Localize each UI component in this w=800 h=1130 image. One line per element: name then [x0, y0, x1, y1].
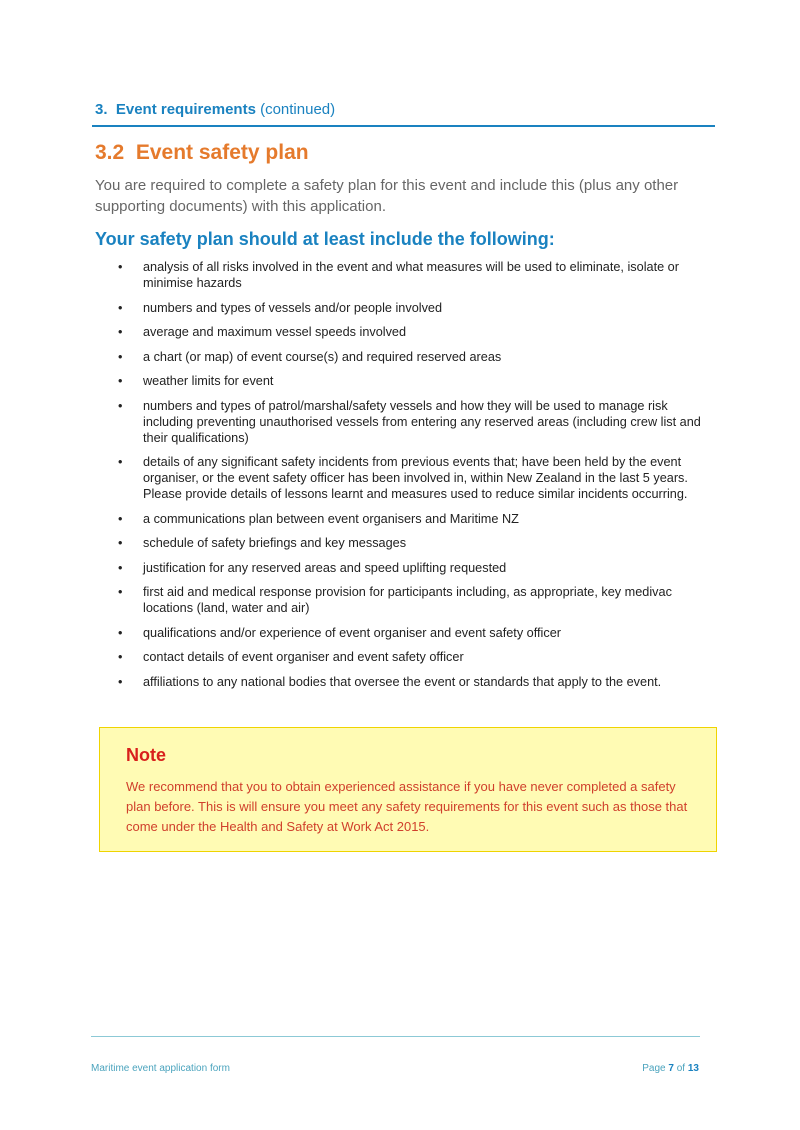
bullet-icon: •	[118, 349, 123, 364]
bullet-icon: •	[118, 625, 123, 640]
list-item	[118, 259, 718, 291]
bullet-icon: •	[118, 536, 123, 550]
bullet-icon: •	[118, 398, 123, 413]
list-item	[118, 535, 718, 551]
note-title: Note	[126, 745, 166, 765]
total-pages: 13	[687, 1063, 699, 1074]
section-number: 3.	[95, 101, 108, 118]
page-label: Page	[642, 1063, 666, 1074]
requirements-list	[118, 259, 718, 698]
list-item-text: first aid and medical response provision for participants including, as appropriate, key medivac locations (land, water and air)	[143, 585, 672, 615]
list-item-text: analysis of all risks involved in the event and what measures will be used to eliminate, isolate or minimise hazards	[143, 260, 679, 290]
list-item-text: justification for any reserved areas and speed uplifting requested	[143, 560, 507, 575]
subheading: Your safety plan should at least include the following:	[95, 229, 555, 249]
bullet-icon: •	[118, 374, 123, 388]
list-item-text: affiliations to any national bodies that oversee the event or standards that apply to the event.	[143, 674, 662, 689]
list-item-text: a communications plan between event organisers and Maritime NZ	[143, 511, 519, 526]
list-item	[118, 373, 718, 389]
section-title: Event requirements	[115, 101, 256, 118]
bullet-icon: •	[118, 674, 123, 689]
list-item-text: numbers and types of vessels and/or people involved	[143, 300, 443, 315]
list-item	[118, 560, 718, 576]
bullet-icon: •	[118, 560, 123, 575]
bullet-icon: •	[118, 325, 123, 339]
list-item	[118, 349, 718, 365]
list-item	[118, 454, 718, 502]
list-item	[118, 324, 718, 340]
list-item-text: contact details of event organiser and event safety officer	[143, 650, 464, 664]
list-item	[118, 674, 718, 690]
bullet-icon: •	[118, 455, 123, 469]
of-label: of	[676, 1063, 686, 1074]
list-item	[118, 511, 718, 527]
note-text: We recommend that you to obtain experienced assistance if you have never completed a safety plan before. This is will ensure you meet any safety requirements for this event such as those that come under the Health and Safety at Work Act 2015.	[126, 779, 688, 834]
bullet-icon: •	[118, 585, 123, 599]
list-item-text: qualifications and/or experience of event organiser and event safety officer	[143, 625, 562, 640]
list-item	[118, 398, 718, 446]
page-number	[642, 1063, 699, 1074]
list-item	[118, 625, 718, 641]
bullet-icon: •	[118, 650, 123, 664]
header-divider	[92, 125, 715, 127]
list-item-text: average and maximum vessel speeds involved	[143, 325, 407, 339]
list-item-text: schedule of safety briefings and key messages	[143, 536, 407, 550]
footer-doc-title: Maritime event application form	[91, 1063, 230, 1074]
bullet-icon: •	[118, 260, 123, 274]
list-item-text: a chart (or map) of event course(s) and required reserved areas	[143, 349, 502, 364]
list-item-text: weather limits for event	[143, 374, 274, 388]
current-page: 7	[668, 1063, 674, 1074]
list-item-text: numbers and types of patrol/marshal/safety vessels and how they will be used to manage risk including preventing unauthorised vessels from entering any reserved areas (including crew list and their qualifications)	[143, 398, 701, 445]
intro-paragraph: You are required to complete a safety plan for this event and include this (plus any other supporting documents) with this application.	[95, 177, 679, 215]
list-item-text: details of any significant safety incidents from previous events that; have been held by the event organiser, or the event safety officer has been involved in, within New Zealand in the last 5 years. Please provide details of lessons learnt and measures used to reduce similar incidents occurring.	[143, 455, 688, 501]
list-item	[118, 584, 718, 616]
list-item	[118, 649, 718, 665]
list-item	[118, 300, 718, 316]
footer-divider	[91, 1036, 700, 1037]
bullet-icon: •	[118, 511, 123, 526]
section-suffix: (continued)	[260, 101, 336, 118]
note-box	[99, 727, 717, 852]
section-header	[95, 101, 335, 118]
page-heading: 3.2 Event safety plan	[95, 141, 309, 164]
bullet-icon: •	[118, 300, 123, 315]
